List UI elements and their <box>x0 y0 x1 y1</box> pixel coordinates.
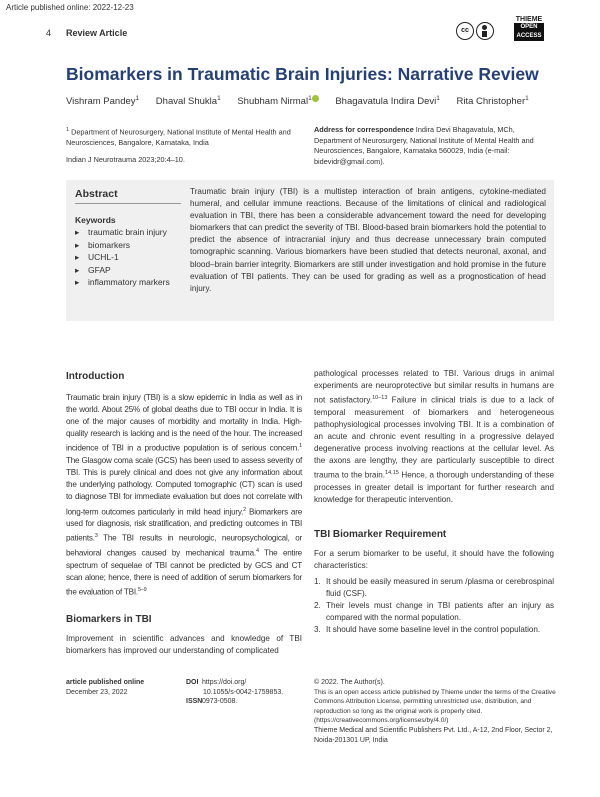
requirement-heading: TBI Biomarker Requirement <box>314 529 447 540</box>
doi-block <box>186 678 306 707</box>
license-text: This is an open access article published by Thieme under the terms of the Creative Commons Attribution License, permitting unrestricted use, distribution, and reproduction so long as the original work is properly cited. (https://creativecommons.org/licenses/by/4.0/) <box>314 688 556 725</box>
doi-link[interactable]: https://doi.org/ <box>201 679 247 686</box>
author-list <box>66 95 543 107</box>
author-affiliation-ref: 1 <box>135 95 140 102</box>
thieme-open-access-logo <box>514 16 544 41</box>
published-note: Article published online: 2022-12-23 <box>6 3 134 12</box>
author-affiliation-ref: 1 <box>217 95 221 102</box>
biomarkers-text: Improvement in scientific advances and knowledge of TBI biomarkers has improved our understanding of complicated <box>66 634 302 656</box>
doi-value[interactable]: 10.1055/s-0042-1759853. <box>203 688 284 696</box>
copyright: © 2022. The Author(s). <box>314 679 385 686</box>
affiliation <box>66 125 298 148</box>
logo-line-3: ACCESS <box>514 32 544 41</box>
author-name: Bhagavatula Indira Devi <box>335 96 437 108</box>
abstract-text: Traumatic brain injury (TBI) is a multistep interaction of brain antigens, cytokine-mediated humeral, and cellular immune reactions. Because of the limitations of clinical and radiological evaluation in TBI, there has been a considerable advancement toward the need for developing biomarkers that can predict the severity of TBI. Blood-based brain biomarkers hold the potential to predict the absence of intracranial injury and thus decrease unnecessary brain computed tomographic scanning. Various biomarkers have been studied that detects neuronal, axonal, and blood–brain barrier integrity. Biomarkers are still under investigation and hold promise in the future evaluation of TBI patients. They can be used for grading as well as a prognostication of head injury. <box>190 187 546 293</box>
author <box>237 96 318 107</box>
author-name: Vishram Pandey <box>66 96 136 108</box>
author-affiliation-ref: 1 <box>436 95 440 102</box>
publisher-address: Thieme Medical and Scientific Publishers Pvt. Ltd., A-12, 2nd Floor, Sector 2, Noida-201301 UP, India <box>314 726 553 744</box>
publication-date-block <box>66 678 166 697</box>
list-number: 1. <box>314 577 321 586</box>
text-run: The entire spectrum of sequelae of TBI cannot be predicted by GCS and CT scan alone; hence, there is need of addition of serum biomarkers for the evaluation of TBI. <box>66 548 302 597</box>
reference-link[interactable]: 5–9 <box>137 587 147 594</box>
abstract-heading: Abstract <box>75 188 118 200</box>
doi-label: DOI <box>186 679 199 686</box>
attribution-icon <box>476 22 494 40</box>
list-number: 3. <box>314 625 321 635</box>
text-run: Biomarkers are used for diagnosis, risk stratification, and predicting outcomes in TBI patients. <box>66 507 302 544</box>
issn-label: ISSN <box>186 698 203 706</box>
author-name: Rita Christopher <box>456 96 526 108</box>
list-text: It should have some baseline level in the control population. <box>326 625 541 635</box>
list-number: 2. <box>314 601 321 611</box>
issn-value: 0973-0508. <box>201 698 238 706</box>
correspondence-label: Address for correspondence <box>314 125 414 134</box>
orcid-icon[interactable] <box>312 95 319 102</box>
list-item <box>314 576 554 600</box>
text-run: Traumatic brain injury (TBI) is a slow epidemic in India as well as in the world. About 25% of global deaths due to TBI occur in India. It is one of the major causes of morbidity and mortality in India. High-quality research is lacking and is the need of the hour. The increased incidence of TBI in a productive population is of serious concern. <box>66 393 302 454</box>
reference-link[interactable]: 2 <box>243 506 247 513</box>
requirement-list <box>314 576 554 636</box>
introduction-text <box>66 392 302 599</box>
text-run: pathological processes related to TBI. Various drugs in animal experiments are neuroprotective but similar results in humans are not satisfactory. <box>314 369 554 405</box>
keyword: ▸ biomarkers <box>75 239 185 252</box>
author-name: Shubham Nirmal <box>237 96 309 108</box>
list-item <box>314 600 554 624</box>
text-run: Hence, a thorough understanding of these processes in greater detail is important for further research and knowledge for therapeutic intervention. <box>314 471 554 505</box>
published-date: December 23, 2022 <box>66 688 128 696</box>
author <box>456 96 528 107</box>
author-affiliation-ref: 1 <box>525 95 529 102</box>
author <box>66 96 139 107</box>
author <box>335 96 440 107</box>
reference-link[interactable]: 4 <box>255 548 259 555</box>
page-number: 4 <box>46 28 52 38</box>
keyword: ▸ GFAP <box>75 264 185 277</box>
keyword: ▸ UCHL-1 <box>75 251 185 264</box>
text-run: The Glasgow coma scale (GCS) has been used to assess severity of TBI. This is purely clinical and does not give any information about the underlying pathology. Computed tomographic (CT) scan is used to diagnose TBI for immediate evaluation but does not correlate with long-term outcomes particularly in mild head injury. <box>66 456 302 517</box>
column-two-text <box>314 368 554 506</box>
keyword: ▸ inflammatory markers <box>75 276 185 289</box>
author <box>156 96 221 107</box>
list-text: It should be easily measured in serum /plasma or cerebrospinal fluid (CSF). <box>326 577 554 599</box>
correspondence-address <box>314 125 554 167</box>
published-label: article published online <box>66 679 145 686</box>
reference-link[interactable]: 10–13 <box>372 395 388 402</box>
abstract-divider <box>75 203 181 204</box>
biomarkers-heading: Biomarkers in TBI <box>66 614 152 625</box>
introduction-heading: Introduction <box>66 371 125 382</box>
article-title: Biomarkers in Traumatic Brain Injuries: Narrative Review <box>66 64 539 84</box>
author-name: Dhaval Shukla <box>155 96 218 108</box>
creative-commons-icon: cc <box>456 22 474 40</box>
reference-link[interactable]: 1 <box>299 443 302 450</box>
affiliation-text: Department of Neurosurgery, National Institute of Mental Health and Neurosciences, Bangalore, Karnataka, India <box>66 127 291 147</box>
logo-line-1: THIEME <box>515 16 543 23</box>
text-run: Failure in clinical trials is due to a lack of temporal measurement of biomarkers and heterogeneous pathophysiological processes involving TBI. It is a combination of an acute and chronic event resulting in a progressive delayed degenerative process involving reactions at the cellular level. As the axons are lengthy, they are particularly susceptible to direct trauma to the brain. <box>314 395 554 481</box>
requirement-intro: For a serum biomarker to be useful, it should have the following characteristics: <box>314 549 554 571</box>
list-text: Their levels must change in TBI patients after an injury as compared with the normal population. <box>326 601 554 623</box>
logo-line-2: OPEN <box>514 23 544 32</box>
list-item <box>314 624 554 636</box>
keyword: ▸ traumatic brain injury <box>75 226 185 239</box>
correspondence-text: Indira Devi Bhagavatula, MCh, Department of Neurosurgery, National Institute of Mental Health and Neurosciences, Bangalore, Karnataka 560029, India (e-mail: bidevidr@gmail.com). <box>314 125 534 166</box>
reference-link[interactable]: 14,15 <box>385 470 399 477</box>
reference-link[interactable]: 3 <box>94 533 98 540</box>
author-affiliation-ref: 1 <box>308 95 312 102</box>
affiliation-number: 1 <box>66 127 70 133</box>
section-label: Review Article <box>66 28 128 38</box>
keywords-list <box>75 226 185 289</box>
keywords-heading: Keywords <box>75 215 116 225</box>
journal-citation: Indian J Neurotrauma 2023;20:4–10. <box>66 155 185 164</box>
license-block <box>314 678 556 745</box>
text-run: The TBI results in neurologic, neuropsychological, or behavioral changes caused by mechanical trauma. <box>66 534 302 558</box>
